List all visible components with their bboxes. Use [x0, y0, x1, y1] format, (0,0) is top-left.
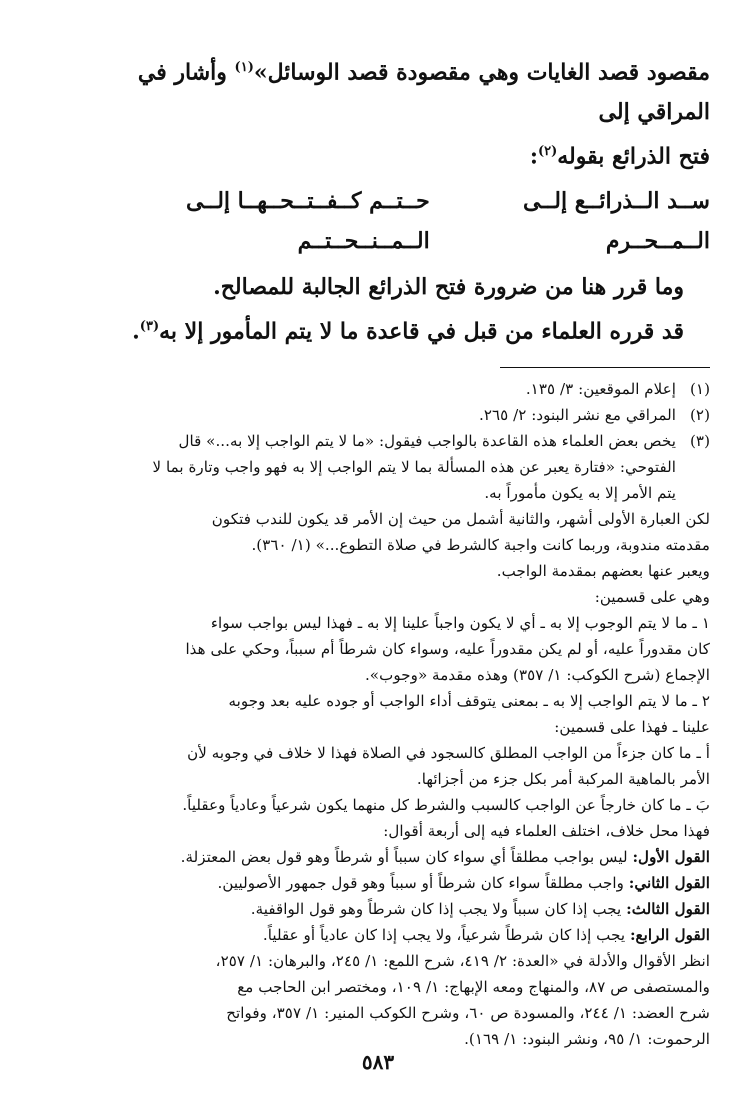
page [70, 48, 710, 1052]
main-line-2: فتح الذرائع بقوله$^{(٢)}$: [529, 143, 710, 170]
poem-verse [70, 181, 710, 261]
footnote-ref-2[interactable]: (٢) [537, 144, 558, 160]
footnotes [70, 376, 710, 1052]
references-line: والمستصفى ص ٨٧، والمنهاج ومعه الإبهاج: ١/ ١٠٩، ومختصر ابن الحاجب مع [237, 977, 710, 996]
main-line-4: قد قرره العلماء من قبل في قاعدة ما لا يتم المأمور إلا به$^{(٣)}$. [132, 317, 684, 344]
footnote-number: (٢) [689, 405, 710, 424]
main-text [70, 48, 710, 351]
footnote-3-continued: لكن العبارة الأولى أشهر، والثانية أشمل من حيث إن الأمر قد يكون للندب فتكون مقدمته مندوبة، وربما كانت واجبة كالشرط في صلاة التطوع...» (١/ ٣٦٠). ويعبر عنها بعضهم بمقدمة الواجب. وهي على قسمين: ١ ـ ما لا يتم الوجوب إلا به ـ أي لا يكون واجباً علينا إلا به ـ فهذا ليس بواجب سواء كان مقدوراً عليه، أو لم يكن مقدوراً عليه، وسواء كان شرطاً أم سبباً، وحكي على هذا الإجماع (شرح الكوكب: ١/ ٣٥٧) وهذه مقدمة «وجوب». ٢ ـ ما لا يتم الواجب إلا به ـ بمعنى يتوقف أداء الواجب أو جوده عليه بعد وجوبه علينا ـ فهذا على قسمين: أ ـ ما كان جزءاً من الواجب المطلق كالسجود في الصلاة فهذا لا خلاف في وجوبه لأن الأمر بالماهية المركبة أمر بكل جزء من أجزائها. بَ ـ ما كان خارجاً عن الواجب كالسبب والشرط كل منهما يكون شرعياً وعادياً وعقلياً. فهذا محل خلاف، اختلف العلماء فيه إلى أربعة أقوال: القول الأول: ليس بواجب مطلقاً أي سواء كان سبباً أو شرطاً وهو قول بعض المعتزلة. القول الثاني: واجب مطلقاً سواء كان شرطاً أو سبباً وهو قول جمهور الأصوليين. القول الثالث: يجب إذا كان سبباً ولا يجب إذا كان شرطاً وهو قول الواقفية. القول الرابع: يجب إذا كان شرطاً شرعياً، ولا يجب إذا كان عادياً أو عقلياً. انظر الأقوال والأدلة في «العدة: ٢/ ٤١٩، شرح اللمع: ١/ ٢٤٥، والبرهان: ١/ ٢٥٧، والمستصفى ص ٨٧، والمنهاج ومعه الإبهاج: ١/ ١٠٩، ومختصر ابن الحاجب مع شرح العضد: ١/ ٢٤٤، والمسودة ص ٦٠، وشرح الكوكب المنير: ١/ ٣٥٧، وفواتح الرحموت: ١/ ٩٥، ونشر البنود: ١/ ١٦٩). [70, 506, 710, 1052]
opinion-1: القول الأول: ليس بواجب مطلقاً أي سواء كان سبباً أو شرطاً وهو قول بعض المعتزلة. [180, 847, 710, 866]
footnote-ref-3[interactable]: (٣) [139, 318, 160, 334]
main-line-3: وما قرر هنا من ضرورة فتح الذرائع الجالبة للمصالح. [213, 273, 684, 300]
footnote-number: (٣) [689, 431, 710, 450]
footnote-text: يخص بعض العلماء هذه القاعدة بالواجب فيقول: «ما لا يتم الواجب إلا به...» قال الفتوحي: «فتارة يعبر عن هذه المسألة بما لا يتم الواجب إلا به فهو واجب وتارة بما لا يتم الأمر إلا به يكون مأموراً به. [152, 431, 676, 502]
footnote-divider [500, 367, 710, 368]
footnote-number: (١) [689, 379, 710, 398]
main-line-1: مقصود قصد الغايات وهي مقصودة قصد الوسائل»$^{(١)}$ وأشار في المراقي إلى [137, 59, 710, 126]
opinion-4: القول الرابع: يجب إذا كان شرطاً شرعياً، ولا يجب إذا كان عادياً أو عقلياً. [262, 925, 710, 944]
references-line: الرحموت: ١/ ٩٥، ونشر البنود: ١/ ١٦٩). [464, 1029, 710, 1048]
page-number: ٥٨٣ [361, 1050, 395, 1074]
opinion-2: القول الثاني: واجب مطلقاً سواء كان شرطاً أو سبباً وهو قول جمهور الأصوليين. [217, 873, 710, 892]
footnote-text: المراقي مع نشر البنود: ٢/ ٢٦٥. [478, 405, 676, 424]
footnote-text: إعلام الموقعين: ٣/ ١٣٥. [525, 379, 676, 398]
references-line: شرح العضد: ١/ ٢٤٤، والمسودة ص ٦٠، وشرح الكوكب المنير: ١/ ٣٥٧، وفواتح [226, 1003, 710, 1022]
footnote-1 [70, 376, 710, 402]
opinion-3: القول الثالث: يجب إذا كان سبباً ولا يجب إذا كان شرطاً وهو قول الواقفية. [250, 899, 710, 918]
references-line: انظر الأقوال والأدلة في «العدة: ٢/ ٤١٩، شرح اللمع: ١/ ٢٤٥، والبرهان: ١/ ٢٥٧، [215, 951, 710, 970]
footnote-3 [70, 428, 710, 506]
verse-first-hemistich: ســد الــذرائــع إلــى الــمــحــرم [523, 187, 710, 254]
footnote-ref-1[interactable]: (١) [234, 60, 254, 75]
footnote-2 [70, 402, 710, 428]
verse-second-hemistich: حــتــم كــفــتــحــهــا إلــى الــمــنــحــتــم [185, 187, 430, 254]
